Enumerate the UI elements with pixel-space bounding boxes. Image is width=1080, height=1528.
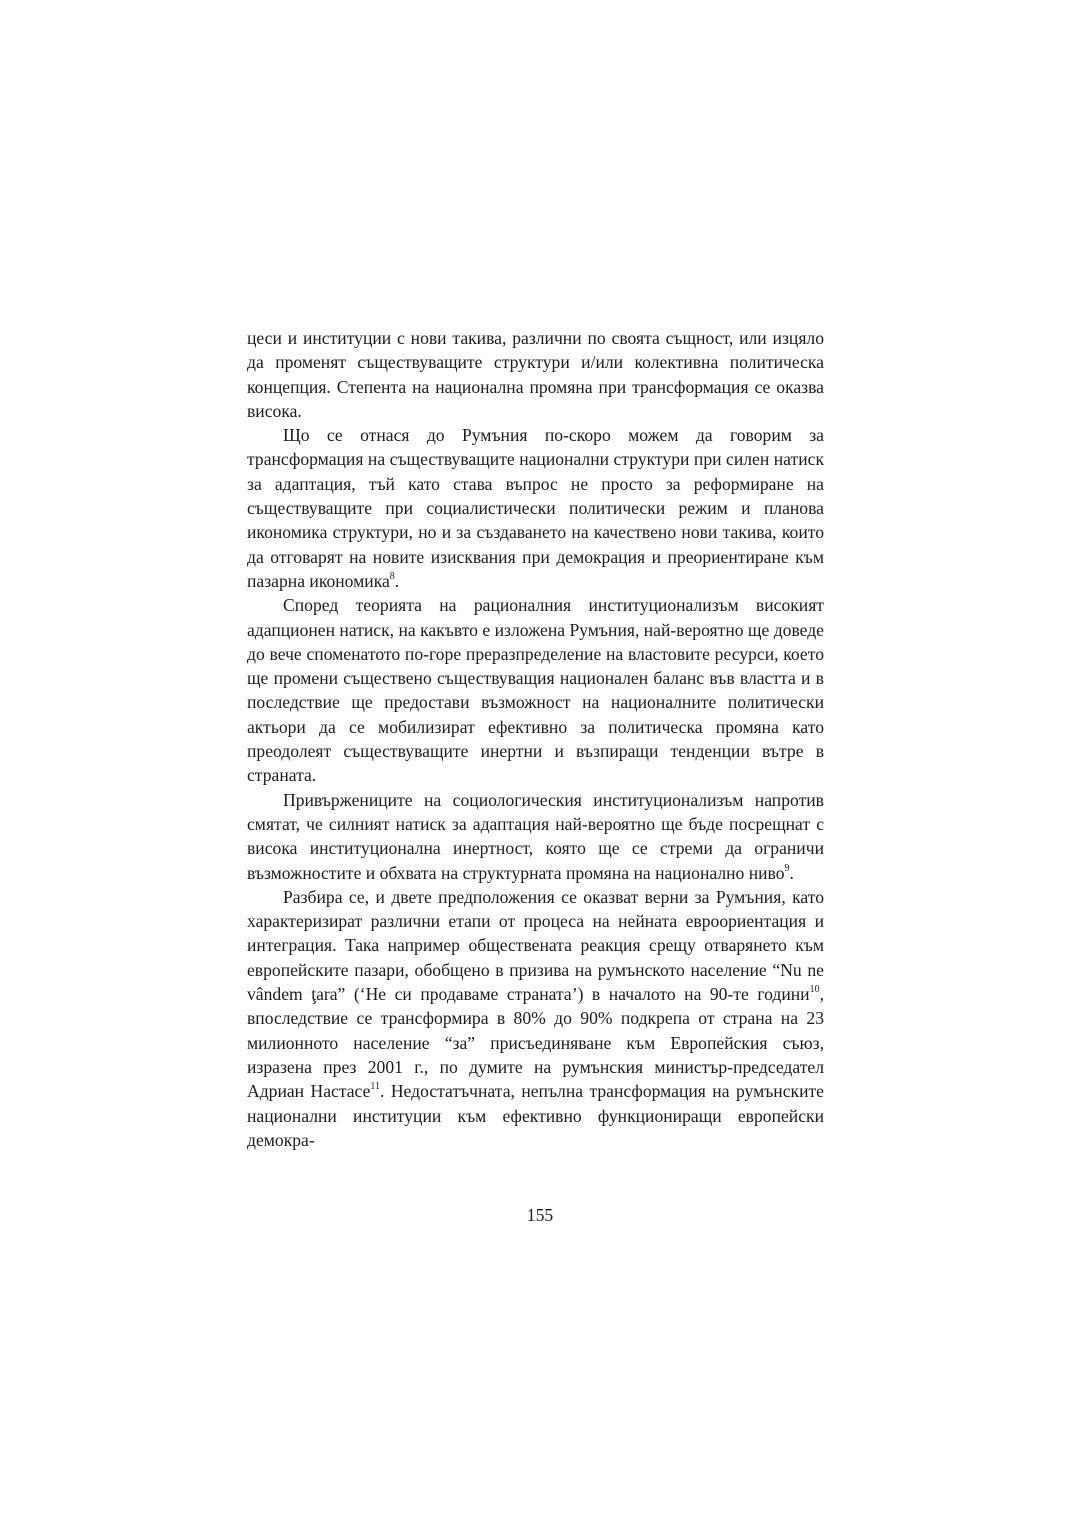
paragraph-text: Привържениците на социологическия институционализъм напротив смятат, че силният натиск за адаптация най-вероятно ще бъде посрещнат с висока институционална инертност, която ще се стреми да ограничи възможностите и обхвата на структурната промяна на национално ниво bbox=[247, 789, 824, 883]
footnote-ref-10: 10 bbox=[809, 984, 820, 996]
paragraph-3 bbox=[247, 593, 824, 787]
paragraph-text: , впоследствие се трансформира в 80% до 90% подкрепа от страна на 23 милионното население “за” присъединяване към Европейския съюз, изразена през 2001 г., по думите на румънския министър-председател Адриан Настасе bbox=[247, 984, 824, 1102]
footnote-ref-9: 9 bbox=[784, 862, 790, 874]
page-number: 155 bbox=[526, 1205, 554, 1225]
paragraph-5 bbox=[247, 885, 824, 1152]
paragraph-text: цеси и институции с нови такива, различни по своята същност, или изцяло да променят съществуващите структури и/или колективна политическа концепция. Степента на национална промяна при трансформация се оказва висока. bbox=[247, 328, 824, 421]
paragraph-text: . bbox=[394, 570, 400, 591]
paragraph-2 bbox=[247, 423, 824, 593]
paragraph-text: Според теорията на рационалния институционализъм високият адапционен натиск, на какъвто е изложена Румъния, най-вероятно ще доведе до вече споменатото по-горе преразпределение на властовите ресурси, което ще промени съществено съществуващия национален баланс във властта и в последствие ще предостави възможност на националните политически актьори да се мобилизират ефективно за политическа промяна като преодолеят съществуващите инертни и възпиращи тенденции вътре в страната. bbox=[247, 595, 824, 786]
paragraph-text: . bbox=[789, 862, 794, 883]
paragraph-text: Що се отнася до Румъния по-скоро можем да говорим за трансформация на съществуващите национални структури при силен натиск за адаптация, тъй като става въпрос не просто за реформиране на съществуващите при социалистически политически режим и планова икономика структури, но и за създаването на качествено нови такива, които да отговарят на новите изисквания при демокрация и преориентиране към пазарна икономика bbox=[247, 425, 824, 591]
paragraph-text: Разбира се, и двете предположения се оказват верни за Румъния, като характеризират различни етапи от процеса на нейната евроориентация и интеграция. Така например обществената реакция срещу отварянето към европейските пазари, обобщено в призива на румънското население “Nu ne vândem ţara” (‘Не си продаваме страната’) в началото на 90-те години bbox=[247, 886, 824, 1005]
paragraph-1 bbox=[247, 326, 824, 423]
footnote-ref-8: 8 bbox=[389, 571, 395, 583]
paragraph-4 bbox=[247, 788, 824, 885]
page-body bbox=[247, 326, 824, 1152]
footnote-ref-11: 11 bbox=[370, 1081, 381, 1093]
paragraph-text: . Недостатъчната, непълна трансформация на румънските национални институции към ефективно функциониращи европейски демокра- bbox=[247, 1081, 824, 1150]
